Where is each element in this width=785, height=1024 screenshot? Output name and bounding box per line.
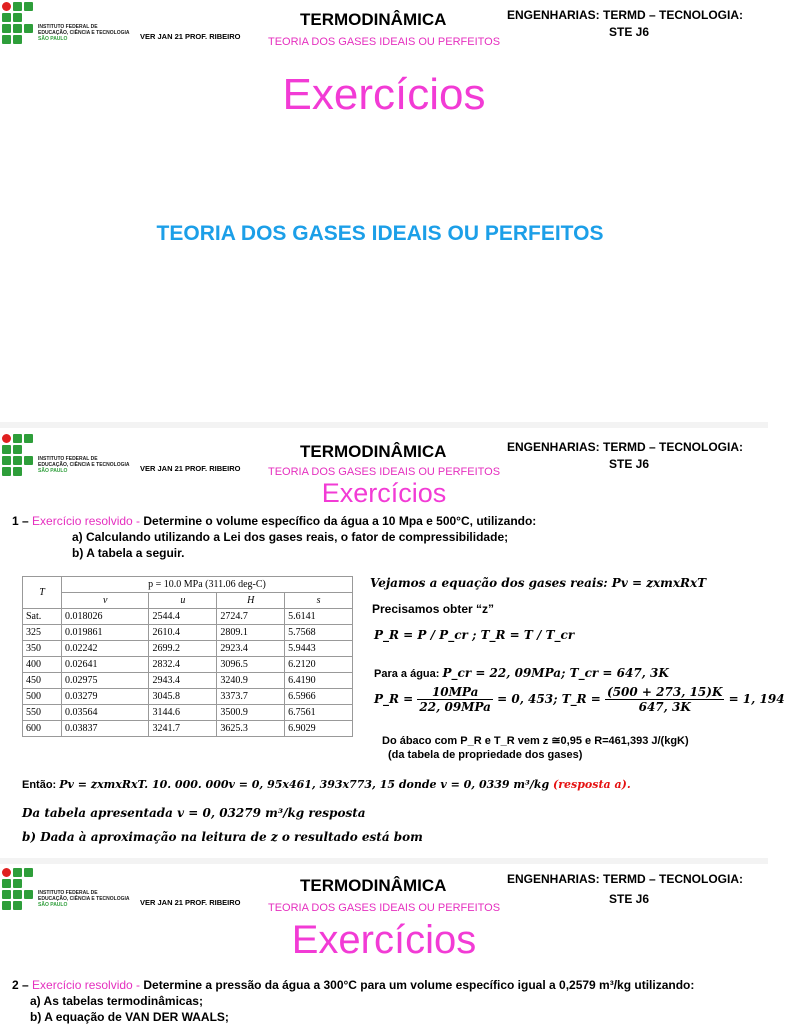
table-cell: 600 [23,721,62,737]
table-cell: 3500.9 [217,705,285,721]
table-cell: 2832.4 [149,657,217,673]
need-z-label: Precisamos obter “z” [372,602,495,616]
table-cell: 0.03279 [62,689,149,705]
logo-mark-icon [2,2,36,50]
steam-table [22,576,353,737]
table-header-t: T [23,577,62,609]
table-cell: 6.2120 [285,657,353,673]
ste-label: STE J6 [609,892,650,906]
table-cell: 0.02975 [62,673,149,689]
table-cell: 3096.5 [217,657,285,673]
slide-1 [0,0,768,420]
table-row [23,657,353,673]
problem-statement: 2 – Exercício resolvido - Determine a pressão da água a 300°C para um volume específico igual a 0,2579 m³/kg utilizando: [12,978,695,992]
institute-logo [2,868,132,918]
table-cell: 6.5966 [285,689,353,705]
version-label: VER JAN 21 PROF. RIBEIRO [140,464,241,473]
table-cell: 3240.9 [217,673,285,689]
table-cell: 2923.4 [217,641,285,657]
logo-mark-icon [2,434,36,482]
version-label: VER JAN 21 PROF. RIBEIRO [140,898,241,907]
table-row [23,673,353,689]
table-result: Da tabela apresentada v = 0, 03279 m³/kg resposta [22,806,366,820]
table-cell: 400 [23,657,62,673]
course-subtitle: TEORIA DOS GASES IDEAIS OU PERFEITOS [268,466,501,478]
table-cell: 3373.7 [217,689,285,705]
institute-name: INSTITUTO FEDERAL DE EDUCAÇÃO, CIÊNCIA E TECNOLOGIA SÃO PAULO [38,456,130,474]
table-cell: 350 [23,641,62,657]
institute-name: INSTITUTO FEDERAL DE EDUCAÇÃO, CIÊNCIA E TECNOLOGIA SÃO PAULO [38,24,130,42]
table-cell: 500 [23,689,62,705]
problem-statement: 1 – Exercício resolvido - Determine o volume específico da água a 10 Mpa e 500°C, utilizando: [12,514,537,528]
table-cell: 3045.8 [149,689,217,705]
table-row [23,721,353,737]
table-subheader: v [62,593,149,609]
table-row [23,609,353,625]
table-cell: 2724.7 [217,609,285,625]
table-cell: 2943.4 [149,673,217,689]
engineering-label: ENGENHARIAS: TERMD – TECNOLOGIA: [507,440,744,454]
logo-mark-icon [2,868,36,916]
table-cell: 3144.6 [149,705,217,721]
course-title: TERMODINÂMICA [300,876,447,895]
course-title: TERMODINÂMICA [300,10,447,29]
table-cell: 3241.7 [149,721,217,737]
table-subheader: H [217,593,285,609]
problem-item-a: a) Calculando utilizando a Lei dos gases reais, o fator de compressibilidade; [72,530,509,544]
table-cell: 5.9443 [285,641,353,657]
problem-item-a: a) As tabelas termodinâmicas; [30,994,203,1008]
table-cell: 325 [23,625,62,641]
table-cell: 3625.3 [217,721,285,737]
engineering-label: ENGENHARIAS: TERMD – TECNOLOGIA: [507,8,744,22]
slide-3 [0,864,768,1024]
problem-item-b: b) A tabela a seguir. [72,546,185,560]
ste-label: STE J6 [609,457,650,471]
table-header-pressure: p = 10.0 MPa (311.06 deg-C) [62,577,353,593]
table-cell: 550 [23,705,62,721]
table-row [23,705,353,721]
real-gas-equation: Vejamos a equação dos gases reais: Pv = zxmxRxT [370,576,707,590]
slide-2 [0,428,785,860]
ste-label: STE J6 [609,25,650,39]
table-cell: 0.018026 [62,609,149,625]
table-subheader: s [285,593,353,609]
abaco-note: (da tabela de propriedade dos gases) [388,749,583,761]
table-cell: 0.02242 [62,641,149,657]
table-cell: 2544.4 [149,609,217,625]
table-cell: Sat. [23,609,62,625]
table-cell: 2610.4 [149,625,217,641]
table-cell: 5.6141 [285,609,353,625]
slide-heading: Exercícios [282,70,486,119]
table-row [23,625,353,641]
reduced-calculation: P_R = $\frac{\text{10MPa}}{\text{22, 09MPa}}$ = 0, 453; T_R = $\frac{(500 + 273, 15)K}{647, 3K}$ = 1, 194 [374,685,785,714]
conclusion: b) Dada à aproximação na leitura de z o resultado está bom [22,830,423,844]
table-cell: 0.02641 [62,657,149,673]
water-properties: Para a água: P_cr = 22, 09MPa; T_cr = 647, 3K [374,666,669,680]
reduced-definitions: P_R = P / P_cr ; T_R = T / T_cr [374,628,575,642]
table-cell: 6.4190 [285,673,353,689]
table-cell: 2809.1 [217,625,285,641]
course-subtitle: TEORIA DOS GASES IDEAIS OU PERFEITOS [268,36,501,48]
table-cell: 0.03837 [62,721,149,737]
slide-heading: Exercícios [321,478,447,508]
table-cell: 450 [23,673,62,689]
table-cell: 6.9029 [285,721,353,737]
course-title: TERMODINÂMICA [300,442,447,461]
institute-name: INSTITUTO FEDERAL DE EDUCAÇÃO, CIÊNCIA E TECNOLOGIA SÃO PAULO [38,890,130,908]
abaco-result: Do ábaco com P_R e T_R vem z ≅0,95 e R=461,393 J/(kgK) [382,735,689,747]
table-cell: 0.019861 [62,625,149,641]
table-row [23,689,353,705]
topic-title: TEORIA DOS GASES IDEAIS OU PERFEITOS [156,222,604,245]
version-label: VER JAN 21 PROF. RIBEIRO [140,32,241,41]
table-cell: 6.7561 [285,705,353,721]
problem-item-b: b) A equação de VAN DER WAALS; [30,1010,229,1024]
table-cell: 5.7568 [285,625,353,641]
table-cell: 0.03564 [62,705,149,721]
institute-logo [2,2,132,52]
table-row [23,641,353,657]
slide-heading: Exercícios [291,918,477,962]
final-calculation: Então: Pv = zxmxRxT. 10. 000. 000v = 0, 95x461, 393x773, 15 donde v = 0, 0339 m³/kg (resposta a). [22,778,631,791]
table-subheader: u [149,593,217,609]
course-subtitle: TEORIA DOS GASES IDEAIS OU PERFEITOS [268,902,501,914]
engineering-label: ENGENHARIAS: TERMD – TECNOLOGIA: [507,872,744,886]
table-cell: 2699.2 [149,641,217,657]
institute-logo [2,434,132,484]
